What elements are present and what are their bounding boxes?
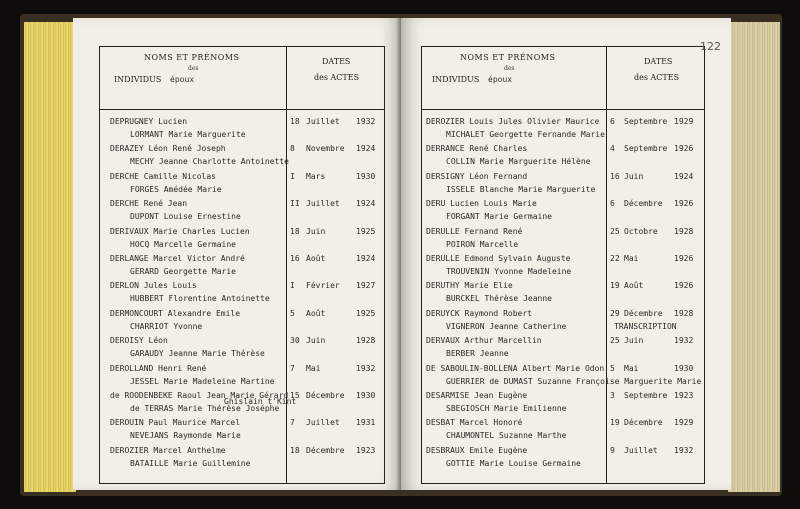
act-day: 19: [610, 418, 620, 428]
act-year: 1923: [356, 445, 376, 455]
individus-label: INDIVIDUS: [432, 75, 480, 84]
right-register-table: [421, 46, 705, 484]
act-day: 29: [610, 308, 620, 318]
act-year: 1928: [356, 336, 376, 346]
act-month: Septembre: [624, 144, 668, 154]
wife-name: CHARRIOT Yvonne: [130, 321, 203, 331]
act-year: 1928: [674, 308, 694, 318]
act-note: TRANSCRIPTION: [614, 321, 677, 331]
epoux-label: époux: [488, 75, 513, 84]
column-divider: [606, 47, 607, 483]
act-month: Juin: [624, 171, 644, 181]
act-year: 1932: [674, 336, 694, 346]
husband-name: DEPRUGNEY Lucien: [110, 117, 188, 126]
act-year: 1926: [674, 144, 694, 154]
act-day: 7: [290, 418, 295, 428]
act-day: 3: [610, 391, 615, 400]
wife-name: MECHY Jeanne Charlotte Antoinette: [130, 157, 289, 167]
wife-name: CHAUMONTEL Suzanne Marthe: [446, 431, 567, 441]
act-day: 4: [610, 144, 615, 154]
husband-name: DEROUIN Paul Maurice Marcel: [110, 418, 241, 428]
act-month: Mai: [624, 254, 639, 263]
wife-name: TROUVENIN Yvonne Madeleine: [446, 267, 572, 276]
act-month: Septembre: [624, 391, 668, 400]
act-month: Août: [306, 308, 326, 318]
act-year: 1923: [674, 391, 694, 400]
page-number: 122: [700, 40, 721, 53]
act-month: Juillet: [306, 117, 340, 126]
act-month: Mars: [306, 171, 326, 181]
epoux-label: époux: [170, 75, 195, 84]
act-day: 5: [610, 363, 615, 373]
wife-name: GUERRIER de DUMAST Suzanne Françoise Marguerite Marie: [446, 376, 702, 386]
act-month: Mai: [306, 363, 321, 373]
wife-name: FORGES Amédée Marie: [130, 184, 222, 194]
individus-label: INDIVIDUS: [114, 75, 162, 84]
act-year: 1929: [674, 418, 694, 428]
act-year: 1930: [674, 363, 694, 373]
act-year: 1924: [356, 144, 376, 154]
husband-name: DEROLLAND Henri René: [110, 363, 207, 373]
act-month: Décembre: [624, 308, 663, 318]
act-day: 9: [610, 445, 615, 455]
husband-name-extra: Ghislain t'Kint: [224, 397, 297, 406]
act-day: 18: [290, 226, 300, 236]
act-month: Février: [306, 281, 340, 291]
act-month: Décembre: [624, 199, 663, 209]
act-day: 16: [610, 171, 620, 181]
husband-name: DERU Lucien Louis Marie: [426, 199, 537, 209]
wife-name: LORMANT Marie Marguerite: [130, 130, 246, 139]
husband-name: DERAZEY Léon René Joseph: [110, 144, 226, 154]
act-day: 22: [610, 254, 620, 263]
des-label: des: [188, 65, 199, 72]
wife-name: MICHALET Georgette Fernande Marie: [446, 130, 605, 139]
wife-name: VIGNERON Jeanne Catherine: [446, 321, 567, 331]
page-edges-left: [24, 22, 76, 492]
act-day: 18: [290, 445, 300, 455]
act-year: 1927: [356, 281, 376, 291]
left-register-table: [99, 46, 385, 484]
husband-name: DERSIGNY Léon Fernand: [426, 171, 528, 181]
act-year: 1931: [356, 418, 376, 428]
act-day: 6: [610, 199, 615, 209]
husband-name: DESBRAUX Emile Eugène: [426, 445, 528, 455]
act-day: II: [290, 199, 300, 209]
act-month: Septembre: [624, 117, 668, 126]
right-page: [401, 18, 731, 490]
des-label: des: [504, 65, 515, 72]
act-month: Juin: [624, 336, 644, 346]
header-divider: [100, 109, 384, 110]
act-year: 1924: [356, 254, 376, 263]
act-day: 6: [610, 117, 615, 126]
act-year: 1924: [674, 171, 694, 181]
act-day: 16: [290, 254, 300, 263]
act-month: Août: [624, 281, 644, 291]
husband-name: DERVAUX Arthur Marcellin: [426, 336, 542, 346]
husband-name: DERULLE Fernand René: [426, 226, 523, 236]
act-day: 18: [290, 117, 300, 126]
act-day: 25: [610, 336, 620, 346]
wife-name: NEVEJANS Raymonde Marie: [130, 431, 241, 441]
act-year: 1928: [674, 226, 694, 236]
act-day: 19: [610, 281, 620, 291]
dates-header: DATES: [644, 57, 673, 66]
dates-header: DATES: [322, 57, 351, 66]
act-day: 30: [290, 336, 300, 346]
act-year: 1930: [356, 391, 376, 400]
act-day: 15: [290, 391, 300, 400]
wife-name: JESSEL Marie Madeleine Martine: [130, 376, 275, 386]
wife-name: BURCKEL Thérèse Jeanne: [446, 294, 552, 304]
act-month: Décembre: [306, 445, 345, 455]
act-day: 25: [610, 226, 620, 236]
act-month: Juillet: [306, 418, 340, 428]
wife-name: GERARD Georgette Marie: [130, 267, 236, 276]
page-edges-right: [728, 22, 780, 492]
act-month: Juillet: [624, 445, 658, 455]
act-month: Décembre: [306, 391, 345, 400]
act-month: Mai: [624, 363, 639, 373]
husband-name: DERIVAUX Marie Charles Lucien: [110, 226, 250, 236]
act-year: 1932: [356, 117, 376, 126]
act-month: Novembre: [306, 144, 345, 154]
husband-name: DERMONCOURT Alexandre Emile: [110, 308, 241, 318]
husband-name: DEROISY Léon: [110, 336, 168, 346]
wife-name: FORGANT Marie Germaine: [446, 212, 552, 222]
husband-name: DERLANGE Marcel Victor André: [110, 254, 245, 263]
act-year: 1925: [356, 308, 376, 318]
husband-name: DEROZIER Marcel Anthelme: [110, 445, 226, 455]
wife-name: SBEGIOSCH Marie Emilienne: [446, 404, 567, 413]
act-year: 1924: [356, 199, 376, 209]
act-day: I: [290, 281, 295, 291]
act-day: I: [290, 171, 295, 181]
wife-name: BATAILLE Marie Guillemine: [130, 458, 251, 468]
wife-name: HUBBERT Florentine Antoinette: [130, 294, 270, 304]
act-year: 1926: [674, 254, 694, 263]
act-year: 1926: [674, 281, 694, 291]
act-month: Août: [306, 254, 326, 263]
names-header: NOMS ET PRÉNOMS: [144, 53, 240, 62]
wife-name: GOTTIE Marie Louise Germaine: [446, 458, 581, 468]
act-year: 1932: [674, 445, 694, 455]
act-month: Décembre: [624, 418, 663, 428]
act-year: 1932: [356, 363, 376, 373]
column-divider: [286, 47, 287, 483]
husband-name: DERCHE Camille Nicolas: [110, 171, 216, 181]
act-year: 1930: [356, 171, 376, 181]
header-divider: [422, 109, 704, 110]
act-day: 7: [290, 363, 295, 373]
husband-name: DERRANCE René Charles: [426, 144, 528, 154]
des-actes-label: des ACTES: [634, 73, 680, 82]
wife-name: BERBER Jeanne: [446, 349, 509, 359]
husband-name: DEROZIER Louis Jules Olivier Maurice: [426, 117, 600, 126]
act-year: 1925: [356, 226, 376, 236]
wife-name: POIRON Marcelle: [446, 239, 519, 249]
act-day: 5: [290, 308, 295, 318]
act-month: Juillet: [306, 199, 340, 209]
husband-name: DERUTHY Marie Elie: [426, 281, 513, 291]
husband-name: DESBAT Marcel Honoré: [426, 418, 523, 428]
names-header: NOMS ET PRÉNOMS: [460, 53, 556, 62]
husband-name: DERULLE Edmond Sylvain Auguste: [426, 254, 571, 263]
husband-name: de ROODENBEKE Raoul Jean Marie Gérard: [110, 391, 289, 400]
husband-name: DESARMISE Jean Eugène: [426, 391, 528, 400]
wife-name: DUPONT Louise Ernestine: [130, 212, 241, 222]
act-month: Octobre: [624, 226, 658, 236]
left-page: [73, 18, 401, 490]
act-month: Juin: [306, 336, 326, 346]
act-day: 8: [290, 144, 295, 154]
husband-name: DE SABOULIN-BOLLENA Albert Marie Odon: [426, 363, 605, 373]
act-year: 1929: [674, 117, 694, 126]
wife-name: GARAUDY Jeanne Marie Thérèse: [130, 349, 265, 359]
wife-name: de TERRAS Marie Thérèse Joséphe: [130, 404, 280, 413]
husband-name: DERCHE René Jean: [110, 199, 188, 209]
wife-name: HOCQ Marcelle Germaine: [130, 239, 236, 249]
husband-name: DERLON Jules Louis: [110, 281, 197, 291]
husband-name: DERUYCK Raymond Robert: [426, 308, 532, 318]
wife-name: COLLIN Marie Marguerite Hélène: [446, 157, 591, 167]
des-actes-label: des ACTES: [314, 73, 360, 82]
act-year: 1926: [674, 199, 694, 209]
act-month: Juin: [306, 226, 326, 236]
wife-name: ISSELE Blanche Marie Marguerite: [446, 184, 596, 194]
